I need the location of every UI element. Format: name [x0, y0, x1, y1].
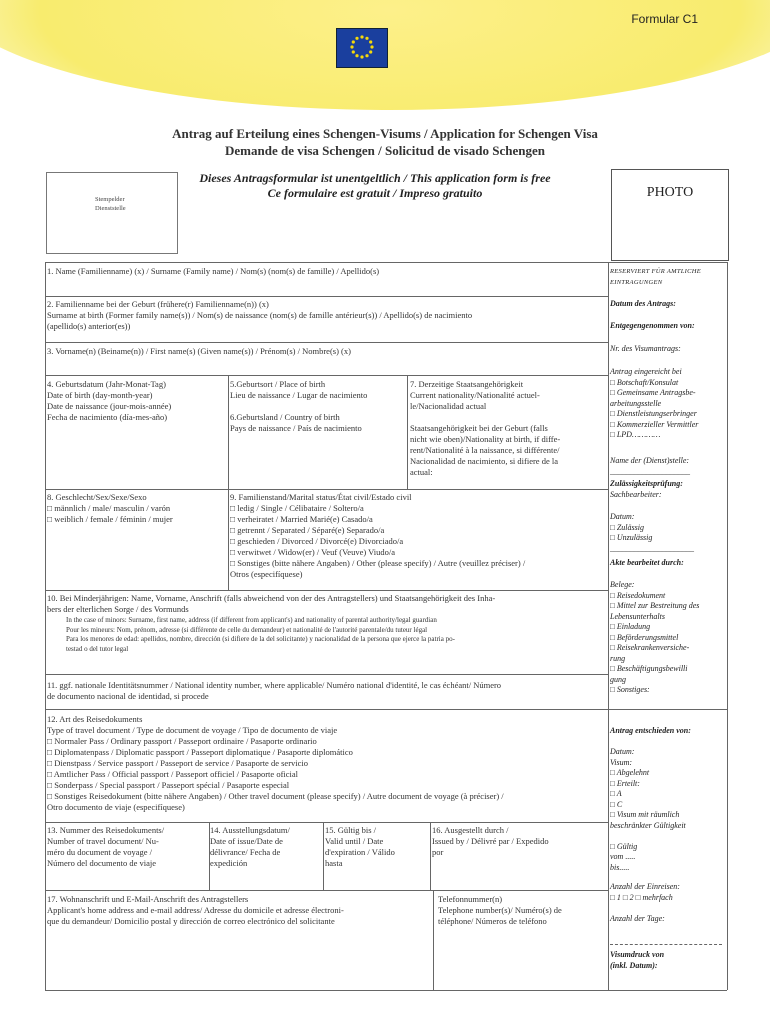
field-3-first-names[interactable]: 3. Vorname(n) (Beiname(n)) / First name(s) (Given name(s)) / Prénom(s) / Nombre(s) (x)	[47, 346, 351, 356]
sidebar-reserved: RESERVIERT FÜR AMTLICHE EINTRAGUNGEN	[610, 268, 702, 286]
field-6-country-of-birth[interactable]: 6.Geburtsland / Country of birth Pays de naissance / País de nacimiento	[230, 412, 362, 433]
photo-label: PHOTO	[646, 185, 694, 200]
field-2-surname-at-birth[interactable]: 2. Familienname bei der Geburt (frühere(r) Familienname(n)) (x) Surname at birth (Former family name(s)) / Nom(s) de naissance (nom(s) de famille antérieur(s)) / Apellido(s) de nacimiento (apellido(s) anterior(es))	[47, 299, 473, 331]
sidebar-agency-name: Name der (Dienst)stelle: ____________________	[610, 456, 690, 476]
title-line-2: Demande de visa Schengen / Solicitud de visado Schengen	[225, 143, 545, 158]
sidebar-file-handled-by: Akte bearbeitet durch:	[610, 558, 684, 567]
field-7-nationality-at-birth[interactable]: Staatsangehörigkeit bei der Geburt (falls nicht wie oben)/Nationality at birth, if diffe- rent/Nationalité à la naissance, si différente/ Nacionalidad de nacimiento, si difiere de la actual:	[410, 423, 561, 477]
field-7-current-nationality[interactable]: 7. Derzeitige Staatsangehörigkeit Current nationality/Nationalité actuel- le/Nacionalidad actual	[410, 379, 540, 411]
sidebar-visa-print: Visumdruck von (inkl. Datum):	[610, 950, 665, 970]
field-17-telephone[interactable]: Telefonnummer(n) Telephone number(s)/ Numéro(s) de téléphone/ Números de teléfono	[438, 894, 562, 926]
sidebar-supporting-documents: Belege: □ Reisedokument □ Mittel zur Bestreitung des Lebensunterhalts □ Einladung □ Beförderungsmittel □ Reisekrankenversiche- rung □ Beschäftigungsbewilli gung □ Sonstiges:	[610, 580, 700, 694]
field-5-place-of-birth[interactable]: 5.Geburtsort / Place of birth Lieu de naissance / Lugar de nacimiento	[230, 379, 368, 400]
field-14-date-of-issue[interactable]: 14. Ausstellungsdatum/ Date of issue/Date de délivrance/ Fecha de expedición	[210, 825, 290, 868]
form-id: Formular C1	[631, 12, 698, 26]
field-10-minors[interactable]: 10. Bei Minderjährigen: Name, Vorname, Anschrift (falls abweichend von der des Antragstellers) und Staatsangehörigkeit des Inha- bers der elterlichen Sorge / des Vormunds	[47, 593, 496, 614]
sidebar-lodged-at: Antrag eingereicht bei □ Botschaft/Konsulat □ Gemeinsame Antragsbe- arbeitungsstelle □ Dienstleistungserbringer □ Kommerzieller Vermittler □ LPD…………	[610, 367, 699, 439]
field-15-valid-until[interactable]: 15. Gültig bis / Valid until / Date d'expiration / Válido hasta	[325, 825, 395, 868]
field-8-sex[interactable]: 8. Geschlecht/Sex/Sexe/Sexo □ männlich / male/ masculin / varón □ weiblich / female / féminin / mujer	[47, 492, 173, 524]
sidebar-date-admissible: Datum: □ Zulässig □ Unzulässig _____________________	[610, 512, 694, 553]
sidebar-application-number: Nr. des Visumantrags:	[610, 344, 681, 353]
stamp-label: Stempelder Dienststelle	[95, 196, 126, 212]
sidebar-date-of-application: Datum des Antrags:	[610, 299, 676, 308]
sidebar-decision-by: Antrag entschieden von:	[610, 726, 691, 735]
title-line-1: Antrag auf Erteilung eines Schengen-Visums / Application for Schengen Visa	[172, 126, 598, 141]
field-16-issued-by[interactable]: 16. Ausgestellt durch / Issued by / Délivré par / Expedido por	[432, 825, 549, 857]
field-13-document-number[interactable]: 13. Nummer des Reisedokuments/ Number of travel document/ Nu- méro du document de voyage / Número del documento de viaje	[47, 825, 165, 868]
field-1-surname[interactable]: 1. Name (Familienname) (x) / Surname (Family name) / Nom(s) (nom(s) de famille) / Apellido(s)	[47, 266, 380, 276]
sidebar-entries: Anzahl der Einreisen: □ 1 □ 2 □ mehrfach Anzahl der Tage:	[610, 882, 680, 923]
stamp-box	[46, 172, 178, 254]
field-10-minors-translations: In the case of minors: Surname, first name, address (if different from applicant's) and nationality of parental authority/legal guardian Pour les mineurs: Nom, prénom, adresse (si différente de celle du demandeur) et nationalité de l'autorité parentale/du tuteur légal Para los menores de edad: apellidos, nombre, dirección (si difiere de la del solicitante) y nacionalidad de la persona que ejerce la patria po- testad o del tutor legal	[66, 616, 455, 653]
field-11-national-id[interactable]: 11. ggf. nationale Identitätsnummer / National identity number, where applicable/ Numéro national d'identité, le cas échéant/ Número de documento nacional de identidad, si procede	[47, 680, 502, 701]
sidebar-clerk: Sachbearbeiter:	[610, 490, 662, 499]
form-title	[0, 125, 770, 159]
field-17-home-address[interactable]: 17. Wohnanschrift und E-Mail-Anschrift des Antragstellers Applicant's home address and e-mail address/ Adresse du domicile et adresse électroni- que du demandeur/ Domicilio postal y dirección de correo electrónico del solicitante	[47, 894, 344, 926]
sidebar-admissibility: Zulässigkeitsprüfung:	[610, 479, 683, 488]
sidebar-decision-details: Datum: Visum: □ Abgelehnt □ Erteilt: □ A □ C □ Visum mit räumlich beschränkter Gültigkeit □ Gültig vom ..... bis.....	[610, 747, 686, 872]
field-4-date-of-birth[interactable]: 4. Geburtsdatum (Jahr-Monat-Tag) Date of birth (day-month-year) Date de naissance (jour-mois-année) Fecha de nacimiento (día-mes-año)	[47, 379, 172, 422]
photo-box[interactable]	[611, 169, 729, 261]
free-notice: Dieses Antragsformular ist unentgeltlich / This application form is free Ce formulaire est gratuit / Impreso gratuito	[199, 171, 551, 200]
field-9-marital-status[interactable]: 9. Familienstand/Marital status/État civil/Estado civil □ ledig / Single / Célibataire / Soltero/a □ verheiratet / Married Marié(e) Casado/a □ getrennt / Separated / Séparé(e) Separado/a □ geschieden / Divorced / Divorcé(e) Divorciado/a □ verwitwet / Widow(er) / Veuf (Veuve) Viudo/a □ Sonstiges (bitte nähere Angaben) / Other (please specify) / Autre (veuillez préciser) / Otros (especifíquese)	[230, 492, 526, 579]
field-12-travel-document-type[interactable]: 12. Art des Reisedokuments Type of travel document / Type de document de voyage / Tipo de documento de viaje □ Normaler Pass / Ordinary passport / Passeport ordinaire / Pasaporte ordinario □ Diplomatenpass / Diplomatic passport / Passeport diplomatique / Pasaporte diplomático □ Dienstpass / Service passport / Passeport de service / Pasaporte de servicio □ Amtlicher Pass / Official passport / Passeport officiel / Pasaporte oficial □ Sonderpass / Special passport / Passeport spécial / Pasaporte especial □ Sonstiges Reisedokument (bitte nähere Angaben) / Other travel document (please specify) / Autre document de voyage (à préciser) / Otro documento de viaje (especifíquese)	[47, 714, 504, 812]
sidebar-received-by: Entgegengenommen von:	[610, 321, 695, 330]
eu-flag-icon	[336, 28, 388, 68]
